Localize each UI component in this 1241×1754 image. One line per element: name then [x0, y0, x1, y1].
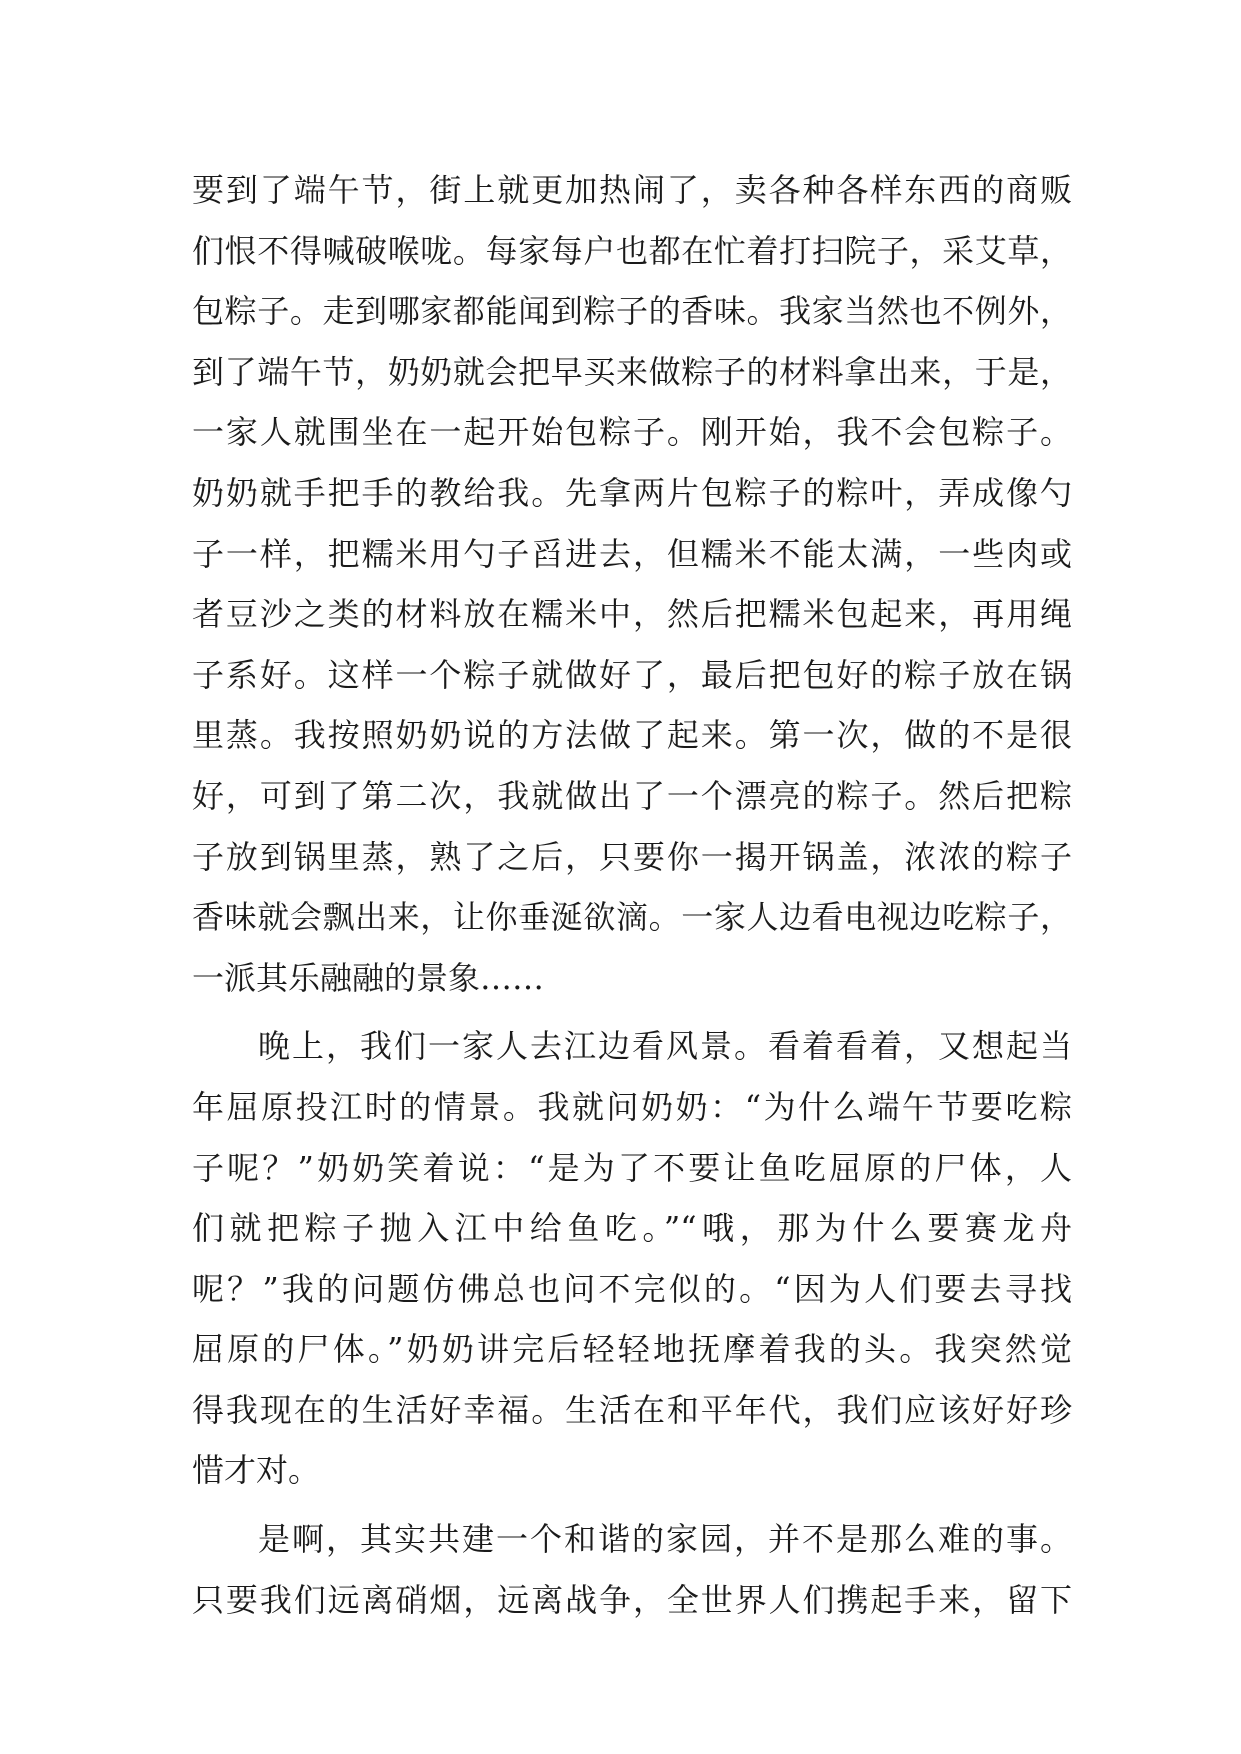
text-line: 是啊，其实共建一个和谐的家园，并不是那么难的事。: [258, 1520, 1072, 1559]
text-line: 香味就会飘出来，让你垂涎欲滴。一家人边看电视边吃粽子，: [192, 898, 1072, 937]
text-line: 们恨不得喊破喉咙。每家每户也都在忙着打扫院子，采艾草，: [192, 231, 1072, 270]
text-line: 一家人就围坐在一起开始包粽子。刚开始，我不会包粽子。: [192, 413, 1072, 452]
text-line: 者豆沙之类的材料放在糯米中，然后把糯米包起来，再用绳: [192, 595, 1072, 634]
text-line: 到了端午节，奶奶就会把早买来做粽子的材料拿出来，于是，: [192, 352, 1072, 391]
text-line: 晚上，我们一家人去江边看风景。看着看着，又想起当: [258, 1027, 1072, 1066]
text-line: 里蒸。我按照奶奶说的方法做了起来。第一次，做的不是很: [192, 716, 1072, 755]
text-line: 包粽子。走到哪家都能闻到粽子的香味。我家当然也不例外，: [192, 292, 1072, 331]
essay-body: [192, 160, 1072, 1630]
text-line: 得我现在的生活好幸福。生活在和平年代，我们应该好好珍: [192, 1390, 1072, 1429]
text-line: 好，可到了第二次，我就做出了一个漂亮的粽子。然后把粽: [192, 776, 1072, 815]
text-line: 奶奶就手把手的教给我。先拿两片包粽子的粽叶，弄成像勺: [192, 473, 1072, 512]
text-line: 惜才对。: [192, 1451, 321, 1490]
text-line: 子放到锅里蒸，熟了之后，只要你一揭开锅盖，浓浓的粽子: [192, 837, 1072, 876]
text-line: 屈原的尸体。”奶奶讲完后轻轻地抚摩着我的头。我突然觉: [192, 1330, 1072, 1369]
text-line: 要到了端午节，街上就更加热闹了，卖各种各样东西的商贩: [192, 171, 1072, 209]
text-line: 一派其乐融融的景象……: [192, 958, 545, 997]
text-line: 呢？”我的问题仿佛总也问不完似的。“因为人们要去寻找: [192, 1269, 1072, 1308]
paragraph-harmonious-home: [192, 1509, 1072, 1630]
text-line: 子一样，把糯米用勺子舀进去，但糯米不能太满，一些肉或: [192, 534, 1072, 573]
text-line: 年屈原投江时的情景。我就问奶奶：“为什么端午节要吃粽: [192, 1087, 1072, 1126]
text-line: 子系好。这样一个粽子就做好了，最后把包好的粽子放在锅: [192, 655, 1072, 694]
text-line: 子呢？”奶奶笑着说：“是为了不要让鱼吃屈原的尸体，人: [192, 1148, 1072, 1187]
paragraph-dragon-boat-festival: [192, 160, 1072, 1008]
paragraph-evening-by-river: [192, 1016, 1072, 1501]
text-line: 们就把粽子抛入江中给鱼吃。”“哦，那为什么要赛龙舟: [192, 1209, 1072, 1248]
text-line: 只要我们远离硝烟，远离战争，全世界人们携起手来，留下: [192, 1580, 1072, 1619]
